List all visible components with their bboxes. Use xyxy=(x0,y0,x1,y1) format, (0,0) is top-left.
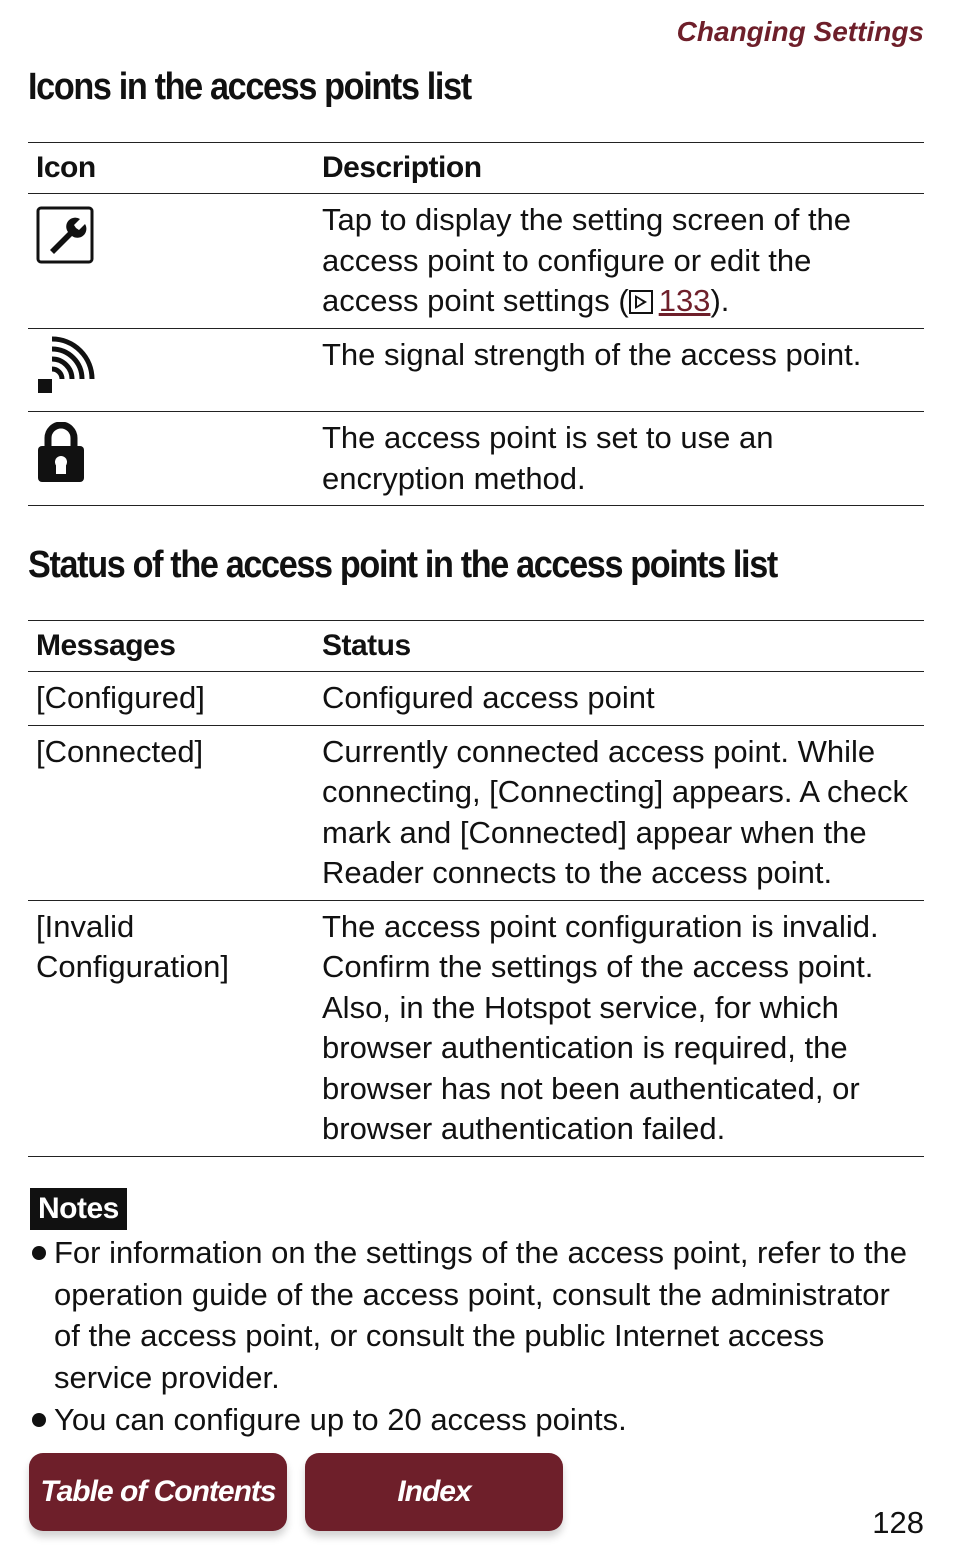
status-cell: The access point configuration is invalid. Confirm the settings of the access point. Also, in the Hotspot service, for which browser authentication is required, the browser has not been authenticated, or browser authentication failed. xyxy=(314,900,924,1156)
wrench-description: Tap to display the setting screen of the access point to configure or edit the access point settings ( xyxy=(322,202,852,318)
status-cell: Currently connected access point. While connecting, [Connecting] appears. A check mark and [Connected] appear when the Reader connects to the access point. xyxy=(314,725,924,900)
table-of-contents-button[interactable]: Table of Contents xyxy=(29,1453,287,1531)
notes-list xyxy=(30,1232,924,1441)
table-row xyxy=(28,900,924,1156)
message-cell: [Connected] xyxy=(28,725,314,900)
message-cell: [Configured] xyxy=(28,672,314,726)
table-row xyxy=(28,328,924,412)
table-row xyxy=(28,672,924,726)
col-header-messages: Messages xyxy=(28,621,314,672)
status-section-title: Status of the access point in the access points list xyxy=(28,544,777,586)
col-header-description: Description xyxy=(314,143,924,194)
section-header: Changing Settings xyxy=(676,16,924,47)
notes-label: Notes xyxy=(30,1188,127,1230)
status-cell: Configured access point xyxy=(314,672,924,726)
page-ref-link[interactable]: 133 xyxy=(629,283,711,318)
status-table xyxy=(28,620,924,1157)
icons-table xyxy=(28,142,924,506)
table-header-row xyxy=(28,621,924,672)
page-number: 128 xyxy=(872,1505,924,1540)
wrench-icon xyxy=(36,206,94,275)
col-header-status: Status xyxy=(314,621,924,672)
lock-icon xyxy=(36,422,86,495)
message-cell: [Invalid Configuration] xyxy=(28,900,314,1156)
list-item: You can configure up to 20 access points. xyxy=(30,1399,924,1441)
table-row: Tap to display the setting screen of the access point to configure or edit the access point settings ( 133). xyxy=(28,194,924,329)
list-item: For information on the settings of the access point, refer to the operation guide of the access point, consult the administrator of the access point, or consult the public Internet access service provider. xyxy=(30,1232,924,1399)
icons-section-title: Icons in the access points list xyxy=(28,66,471,108)
index-button[interactable]: Index xyxy=(305,1453,563,1531)
page-ref-icon xyxy=(629,290,653,314)
signal-description: The signal strength of the access point. xyxy=(314,328,924,412)
table-row xyxy=(28,725,924,900)
signal-strength-icon xyxy=(36,335,96,406)
col-header-icon: Icon xyxy=(28,143,314,194)
table-header-row xyxy=(28,143,924,194)
lock-description: The access point is set to use an encryption method. xyxy=(314,412,924,506)
table-row xyxy=(28,412,924,506)
